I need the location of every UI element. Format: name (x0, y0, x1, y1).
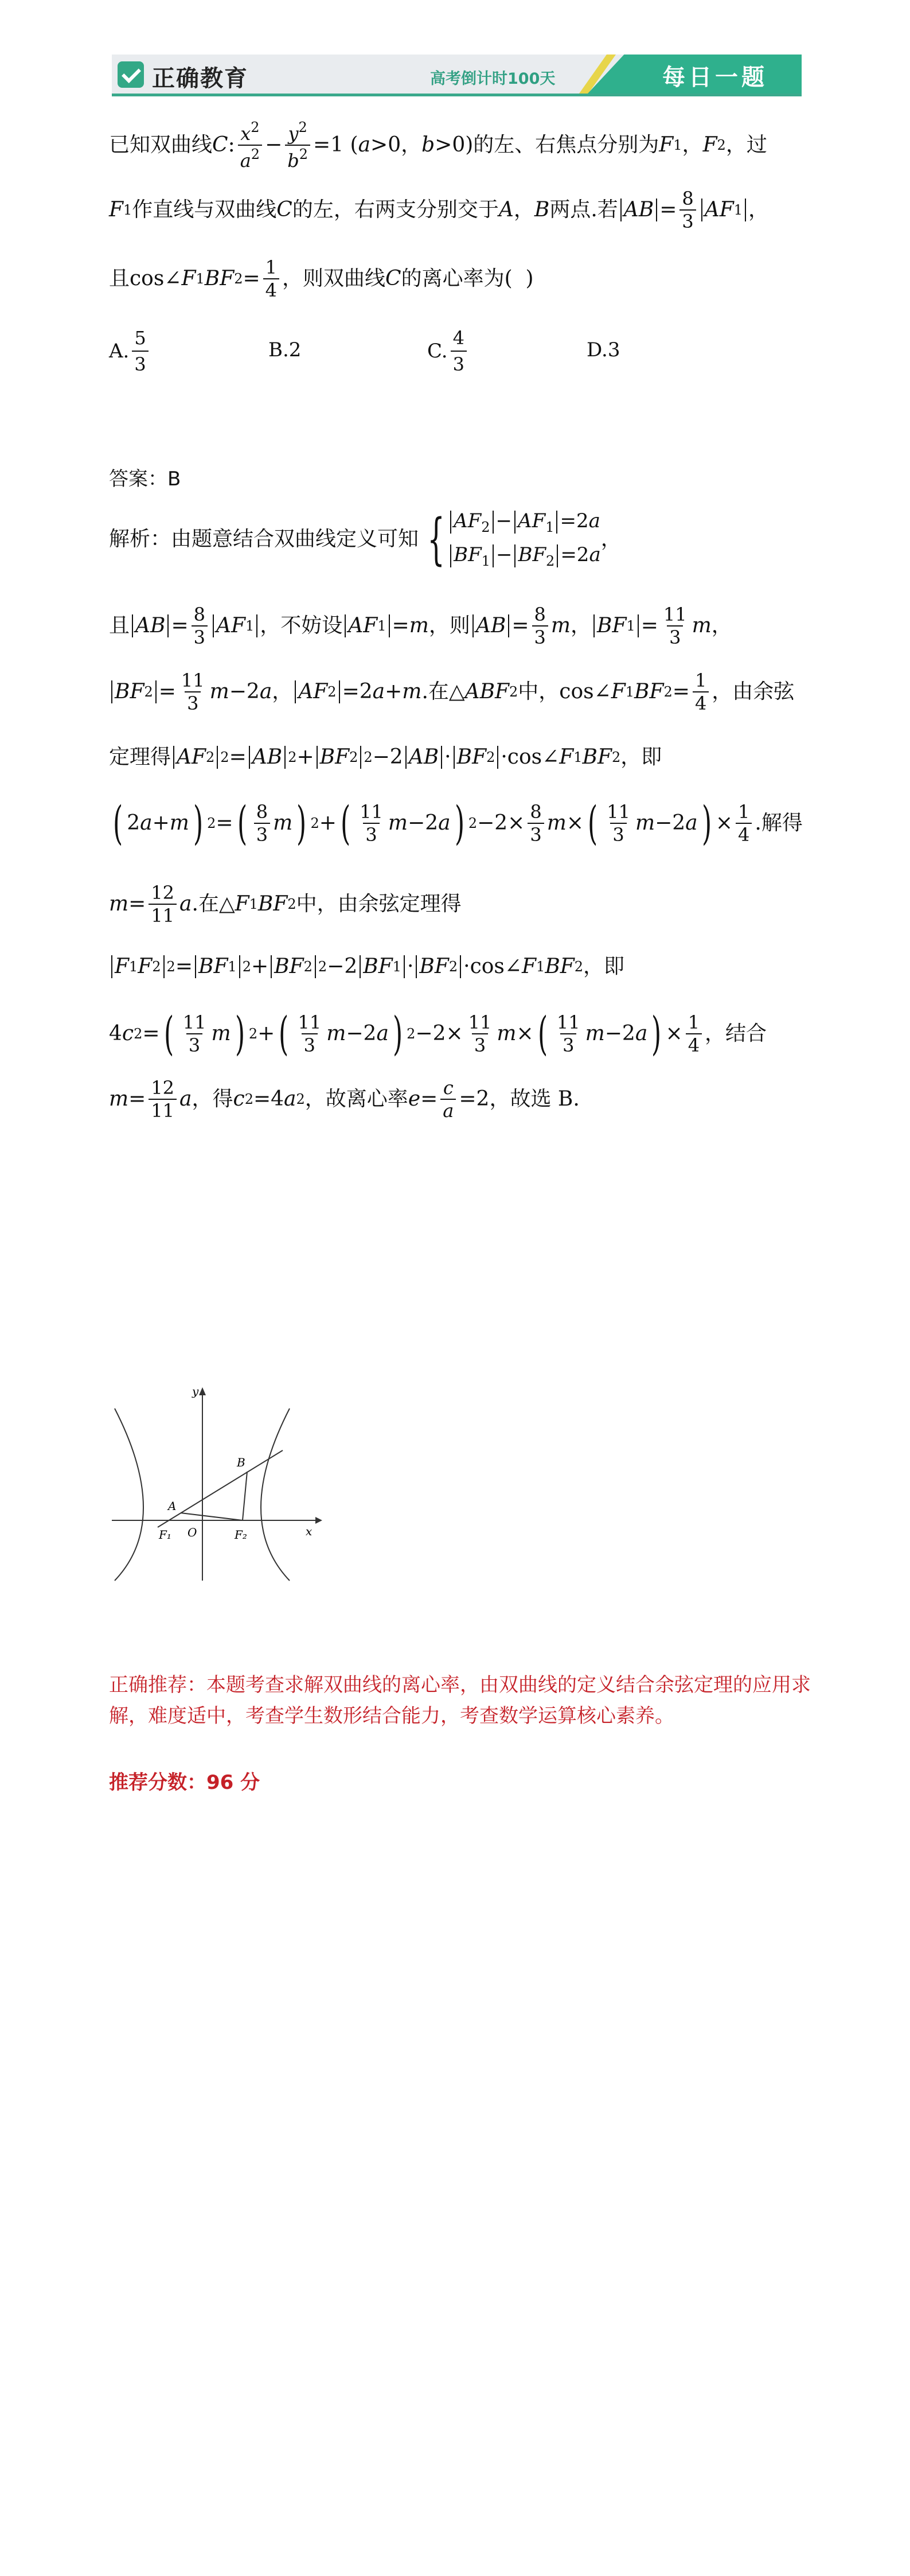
question-line-3: 且cos∠ F 1 BF 2 = $\frac{1}{4}$ ，则双曲线 C 的离心率为( ) (109, 256, 534, 301)
y-axis-arrow (199, 1387, 206, 1395)
solution-line-4: 定理得 AF 2 2 = AB 2 + BF 2 2 −2 AB · BF 2 ·cos∠ F 1 BF 2 ，即 (109, 745, 662, 769)
solution-line-2: 且 AB = $\frac{8}{3}$ AF 1 ，不妨设 AF 1 = m ，则 AB = $\frac{8}{3}$ m ， BF 1 = $\frac{11}{3}$ m ， (109, 604, 732, 648)
recommend-text: 正确推荐：本题考查求解双曲线的离心率，由双曲线的定义结合余弦定理的应用求解，难度适中，考查学生数形结合能力，考查数学运算核心素养。 (109, 1674, 811, 1728)
solution-line-5: ( 2 a + m ) 2 = ( $\frac{8}{3}$ m ) 2 + ( $\frac{11}{3}$ m −2 a ) 2 −2× $\frac{8}{3}$ m × ( $\frac{11}{3}$ m −2 a ) × $\frac{1}{4}$ .解得 (113, 796, 803, 850)
line-f1-b (158, 1450, 283, 1527)
right-branch (261, 1408, 290, 1581)
question-line-2: F 1 作直线与双曲线 C 的左，右两支分别交于 A ， B 两点.若 AB = $\frac{8}{3}$ AF 1 ， (109, 188, 770, 232)
solution-line-7: F 1 F 2 2 = BF 1 2 + BF 2 2 −2 BF 1 · BF 2 ·cos∠ F 1 BF 2 ，即 (109, 955, 814, 978)
daily-title: 每日一题 (662, 64, 768, 91)
label-f2: F₂ (235, 1528, 247, 1542)
left-branch (115, 1408, 143, 1581)
recommend-score: 推荐分数：96 分 (109, 1771, 260, 1794)
solution-line-6: m = $\frac{12}{11}$ a .在△ F 1 BF 2 中，由余弦定理得 (109, 882, 462, 927)
hyperbola-figure (112, 1383, 324, 1589)
header (112, 55, 802, 98)
question-line-1: 已知双曲线 C : $\frac{x^2}{a^2}$ − $\frac{y^2}{b^2}$ =1 ( a >0， b >0)的左、右焦点分别为 F 1 ， F 2 ，过 (109, 119, 767, 172)
label-origin: O (188, 1526, 197, 1539)
label-f1: F₁ (159, 1528, 171, 1542)
option-b: B.2 (268, 338, 302, 361)
answer: 答案：B (109, 468, 181, 491)
label-y: y (192, 1384, 199, 1398)
solution-line-9: m = $\frac{12}{11}$ a ，得 c 2 =4 a 2 ，故离心率 e = $\frac{c}{a}$ =2，故选 B. (109, 1077, 580, 1122)
label-a: A (168, 1499, 177, 1513)
countdown-text: 高考倒计时100天 (430, 70, 556, 88)
check-icon (118, 61, 144, 88)
option-d: D.3 (587, 338, 620, 361)
segment-a-f2 (181, 1513, 243, 1520)
brand-name: 正确教育 (152, 65, 248, 92)
label-x: x (306, 1524, 313, 1538)
option-a: A. $\frac{5}{3}$ (109, 327, 151, 375)
header-underline (112, 94, 802, 96)
solution-line-8: 4 c 2 = ( $\frac{11}{3}$ m ) 2 + ( $\frac{11}{3}$ m −2 a ) 2 −2× $\frac{11}{3}$ m × ( $\frac{11}{3}$ m −2 a ) × $\frac{1}{4}$ ，结合 (109, 1007, 767, 1060)
solution-line-1: 解析：由题意结合双曲线定义可知 { $AF_2 - AF_1 =2a$ $BF_1 - BF_2 =2a$ ， (109, 507, 622, 571)
solution-line-3: BF 2 = $\frac{11}{3}$ m −2 a ， AF 2 =2 a + m .在△ ABF 2 中，cos∠ F 1 BF 2 = $\frac{1}{4}$ ，由余弦 (109, 671, 814, 713)
option-c: C. $\frac{4}{3}$ (427, 327, 470, 375)
x-axis-arrow (315, 1517, 322, 1524)
label-b: B (237, 1456, 245, 1469)
segment-b-f2 (243, 1472, 247, 1520)
